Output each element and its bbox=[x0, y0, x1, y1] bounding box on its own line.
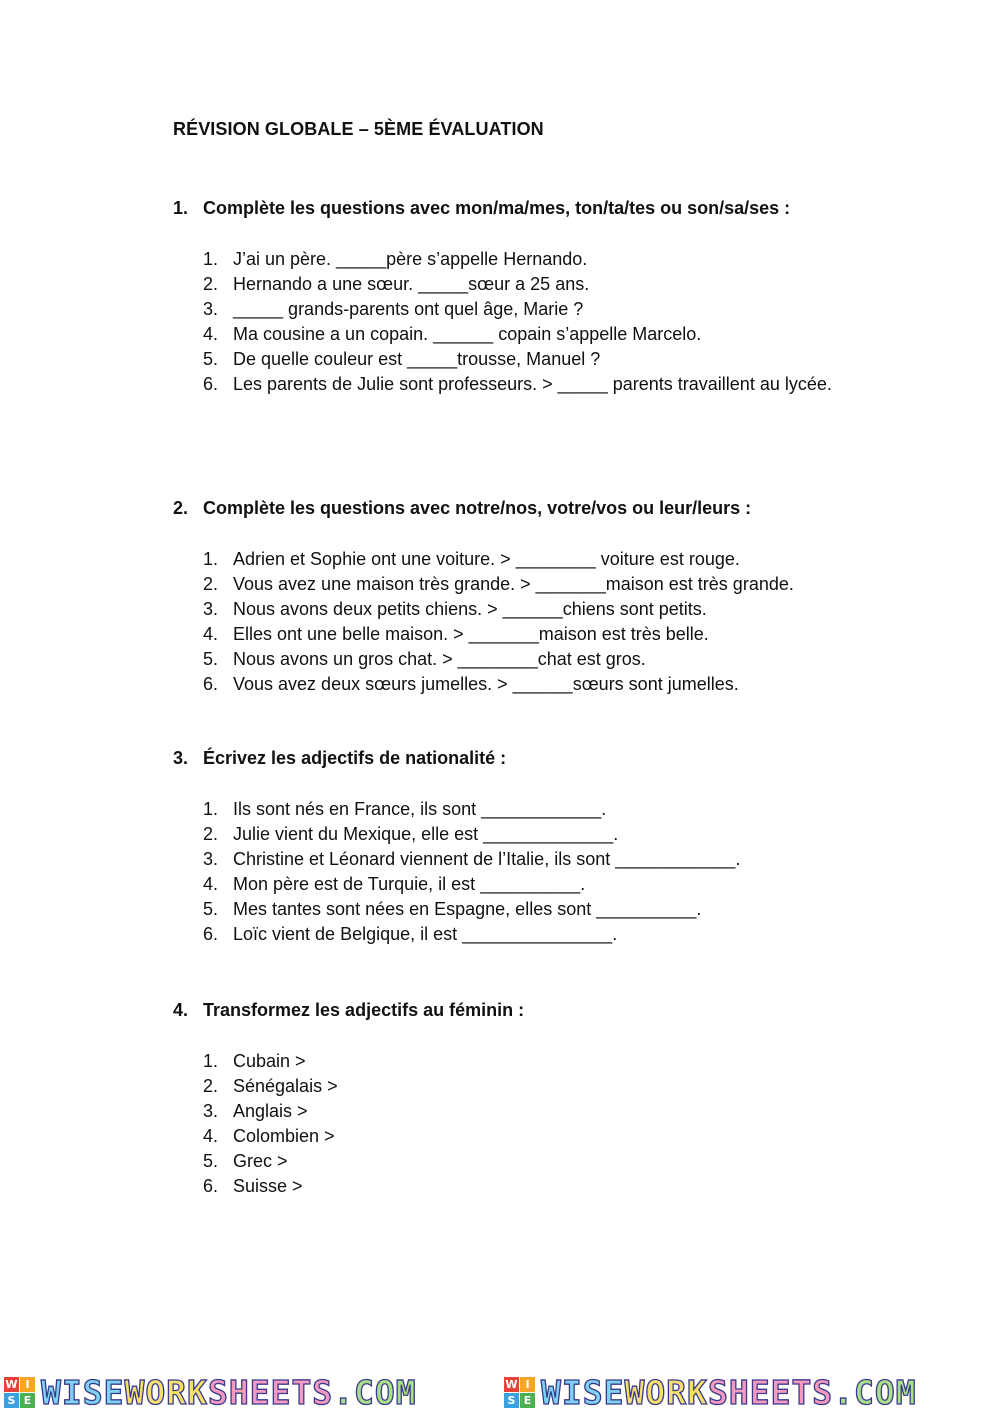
item-number: 5. bbox=[203, 349, 219, 369]
item-text: Nous avons deux petits chiens. > ______chiens sont petits. bbox=[233, 599, 707, 619]
section-instruction: Transformez les adjectifs au féminin : bbox=[203, 1000, 525, 1020]
item-number: 2. bbox=[203, 824, 219, 844]
exercise-list bbox=[173, 547, 863, 697]
list-item bbox=[203, 322, 863, 347]
list-item bbox=[203, 597, 863, 622]
item-number: 6. bbox=[203, 1176, 219, 1196]
item-text: Ils sont nés en France, ils sont ____________. bbox=[233, 799, 607, 819]
section-instruction: Écrivez les adjectifs de nationalité : bbox=[203, 748, 507, 768]
exercise-list bbox=[173, 247, 863, 397]
list-item bbox=[203, 847, 863, 872]
item-text: Suisse > bbox=[233, 1176, 303, 1196]
brand-watermark bbox=[0, 1373, 500, 1412]
item-text: Julie vient du Mexique, elle est _____________. bbox=[233, 824, 619, 844]
section-heading bbox=[173, 746, 863, 771]
item-text: Vous avez une maison très grande. > _______maison est très grande. bbox=[233, 574, 794, 594]
brand-name: WISEWORKSHEETS.COM bbox=[541, 1373, 917, 1412]
brand-logo-icon: W I S E bbox=[4, 1377, 35, 1408]
item-number: 3. bbox=[203, 849, 219, 869]
item-text: J’ai un père. _____père s’appelle Hernando. bbox=[233, 249, 588, 269]
list-item bbox=[203, 897, 863, 922]
list-item bbox=[203, 1074, 863, 1099]
item-text: Les parents de Julie sont professeurs. > _____ parents travaillent au lycée. bbox=[233, 374, 832, 394]
item-text: Colombien > bbox=[233, 1126, 335, 1146]
list-item bbox=[203, 1174, 863, 1199]
section-number: 3. bbox=[173, 748, 189, 768]
list-item bbox=[203, 822, 863, 847]
section-3 bbox=[173, 746, 863, 947]
item-text: De quelle couleur est _____trousse, Manuel ? bbox=[233, 349, 601, 369]
item-text: Mes tantes sont nées en Espagne, elles sont __________. bbox=[233, 899, 702, 919]
section-heading bbox=[173, 196, 863, 221]
item-number: 1. bbox=[203, 799, 219, 819]
item-text: Christine et Léonard viennent de l’Italie, ils sont ____________. bbox=[233, 849, 741, 869]
item-number: 2. bbox=[203, 1076, 219, 1096]
item-text: Nous avons un gros chat. > ________chat est gros. bbox=[233, 649, 646, 669]
item-text: _____ grands-parents ont quel âge, Marie ? bbox=[233, 299, 584, 319]
item-number: 5. bbox=[203, 649, 219, 669]
item-number: 5. bbox=[203, 1151, 219, 1171]
section-instruction: Complète les questions avec mon/ma/mes, ton/ta/tes ou son/sa/ses : bbox=[203, 198, 791, 218]
section-heading bbox=[173, 998, 863, 1023]
list-item bbox=[203, 347, 863, 372]
item-number: 6. bbox=[203, 924, 219, 944]
item-number: 4. bbox=[203, 624, 219, 644]
list-item bbox=[203, 272, 863, 297]
list-item bbox=[203, 647, 863, 672]
item-text: Cubain > bbox=[233, 1051, 306, 1071]
section-1 bbox=[173, 196, 863, 397]
list-item bbox=[203, 1124, 863, 1149]
item-number: 1. bbox=[203, 549, 219, 569]
item-number: 1. bbox=[203, 1051, 219, 1071]
item-number: 4. bbox=[203, 1126, 219, 1146]
item-number: 6. bbox=[203, 674, 219, 694]
section-number: 1. bbox=[173, 198, 189, 218]
watermark-footer bbox=[0, 1372, 1000, 1413]
section-number: 2. bbox=[173, 498, 189, 518]
item-number: 6. bbox=[203, 374, 219, 394]
item-number: 3. bbox=[203, 1101, 219, 1121]
list-item bbox=[203, 922, 863, 947]
section-number: 4. bbox=[173, 1000, 189, 1020]
exercise-list bbox=[173, 797, 863, 947]
item-number: 4. bbox=[203, 324, 219, 344]
section-heading bbox=[173, 496, 863, 521]
item-number: 5. bbox=[203, 899, 219, 919]
item-text: Hernando a une sœur. _____sœur a 25 ans. bbox=[233, 274, 590, 294]
item-text: Grec > bbox=[233, 1151, 288, 1171]
item-number: 3. bbox=[203, 599, 219, 619]
item-text: Vous avez deux sœurs jumelles. > ______sœurs sont jumelles. bbox=[233, 674, 739, 694]
item-number: 2. bbox=[203, 274, 219, 294]
list-item bbox=[203, 572, 863, 597]
brand-name: WISEWORKSHEETS.COM bbox=[41, 1373, 417, 1412]
item-text: Adrien et Sophie ont une voiture. > ________ voiture est rouge. bbox=[233, 549, 740, 569]
section-4 bbox=[173, 998, 863, 1199]
brand-watermark bbox=[500, 1373, 1000, 1412]
list-item bbox=[203, 797, 863, 822]
list-item bbox=[203, 372, 863, 397]
list-item bbox=[203, 547, 863, 572]
item-number: 1. bbox=[203, 249, 219, 269]
item-text: Mon père est de Turquie, il est __________. bbox=[233, 874, 586, 894]
item-text: Ma cousine a un copain. ______ copain s’appelle Marcelo. bbox=[233, 324, 702, 344]
brand-logo-icon: W I S E bbox=[504, 1377, 535, 1408]
page-title: RÉVISION GLOBALE – 5ÈME ÉVALUATION bbox=[173, 119, 544, 139]
item-text: Anglais > bbox=[233, 1101, 308, 1121]
list-item bbox=[203, 297, 863, 322]
section-instruction: Complète les questions avec notre/nos, votre/vos ou leur/leurs : bbox=[203, 498, 752, 518]
list-item bbox=[203, 872, 863, 897]
item-number: 3. bbox=[203, 299, 219, 319]
exercise-list bbox=[173, 1049, 863, 1199]
list-item bbox=[203, 672, 863, 697]
list-item bbox=[203, 1099, 863, 1124]
list-item bbox=[203, 1049, 863, 1074]
item-text: Sénégalais > bbox=[233, 1076, 338, 1096]
list-item bbox=[203, 247, 863, 272]
item-text: Loïc vient de Belgique, il est _______________. bbox=[233, 924, 618, 944]
list-item bbox=[203, 1149, 863, 1174]
item-number: 2. bbox=[203, 574, 219, 594]
list-item bbox=[203, 622, 863, 647]
item-number: 4. bbox=[203, 874, 219, 894]
item-text: Elles ont une belle maison. > _______maison est très belle. bbox=[233, 624, 709, 644]
section-2 bbox=[173, 496, 863, 697]
